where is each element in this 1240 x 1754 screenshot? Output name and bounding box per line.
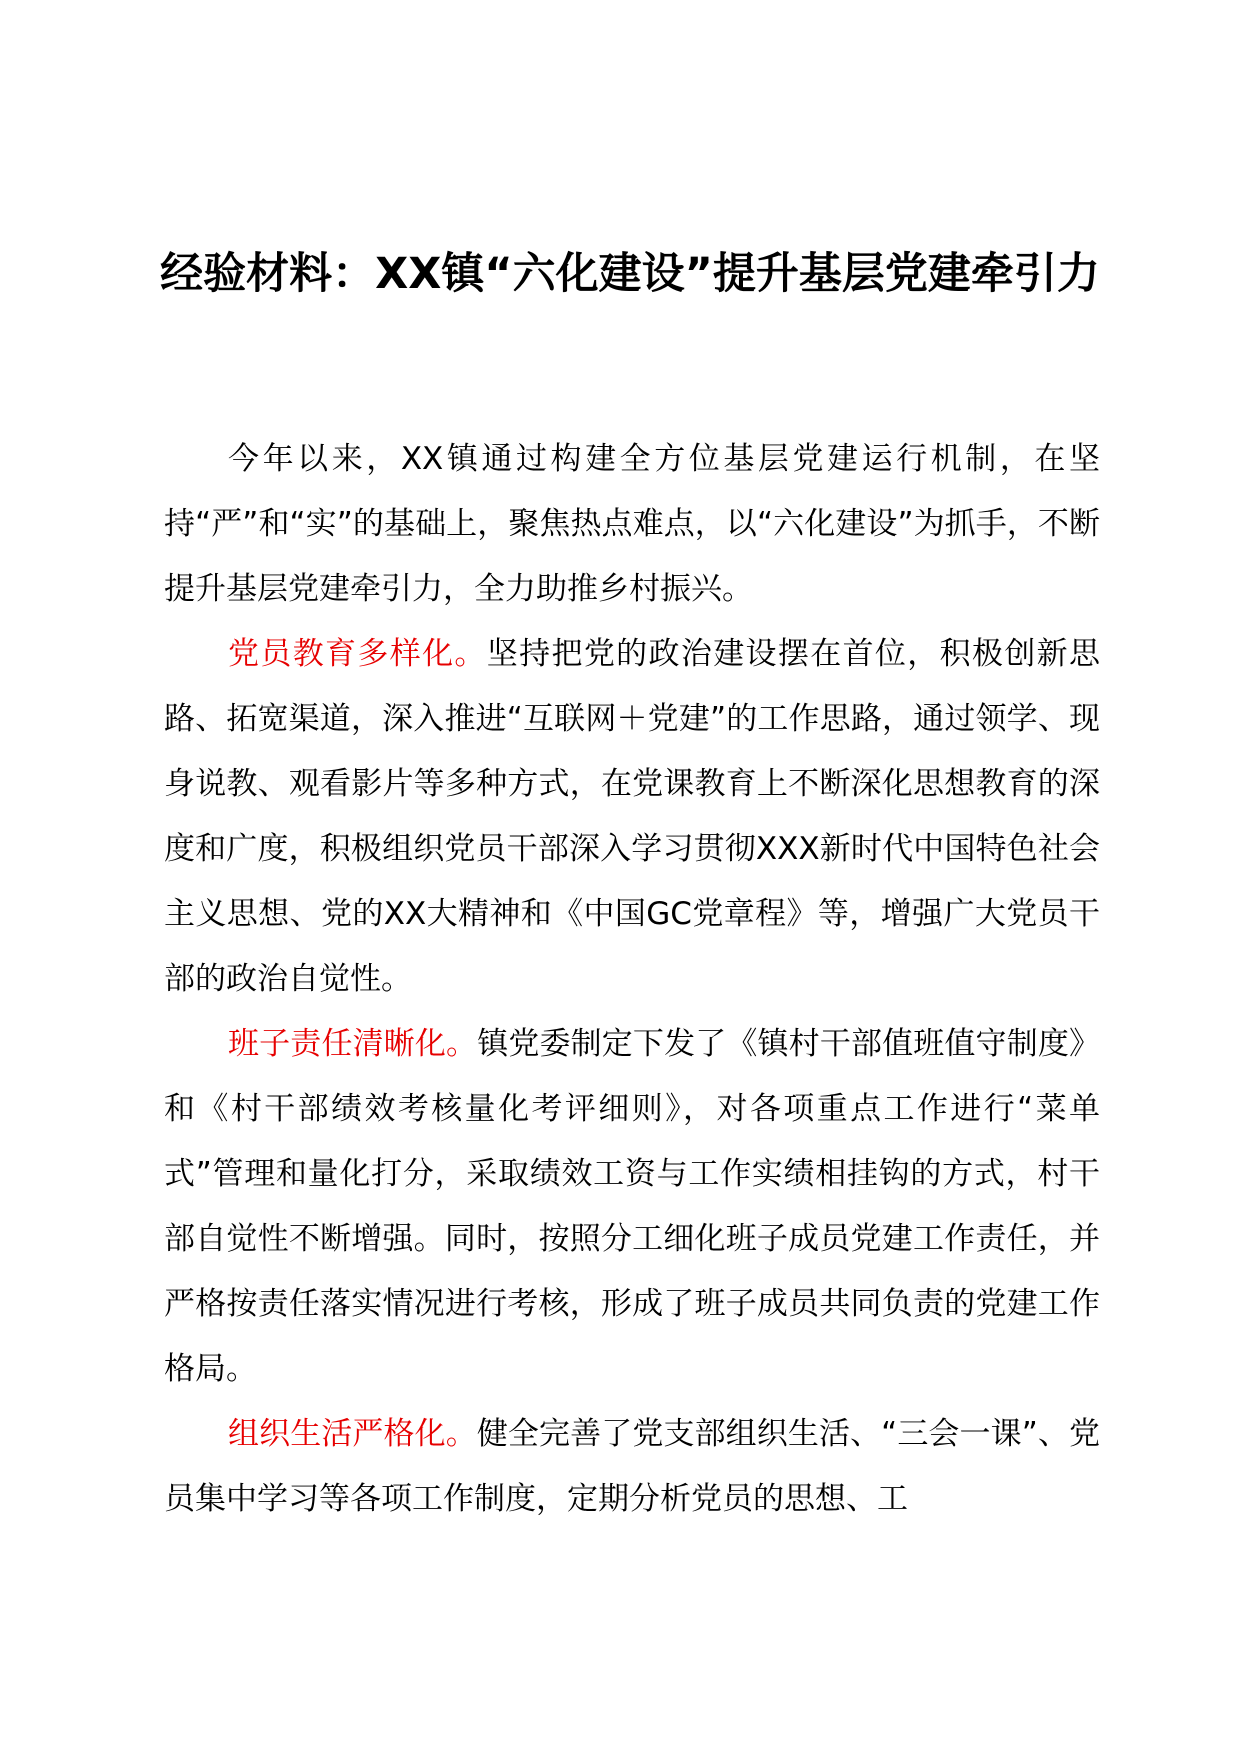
paragraph-team-responsibility [164,1012,1100,1402]
paragraph-heading: 班子责任清晰化。 [228,1026,478,1062]
paragraph-organizational-life [164,1402,1100,1532]
paragraph-heading: 组织生活严格化。 [228,1416,477,1452]
paragraph-text: 今年以来，XX镇通过构建全方位基层党建运行机制，在坚持“严”和“实”的基础上，聚焦热点难点，以“六化建设”为抓手，不断提升基层党建牵引力，全力助推乡村振兴。 [164,441,1100,607]
paragraph-party-member-education [164,622,1100,1012]
document-title: 经验材料：XX镇“六化建设”提升基层党建牵引力 [160,249,1100,299]
paragraph-intro [164,427,1100,622]
paragraph-heading: 党员教育多样化。 [228,636,487,672]
paragraph-text: 坚持把党的政治建设摆在首位，积极创新思路、拓宽渠道，深入推进“互联网＋党建”的工作思路，通过领学、现身说教、观看影片等多种方式，在党课教育上不断深化思想教育的深度和广度，积极组织党员干部深入学习贯彻XXX新时代中国特色社会主义思想、党的XX大精神和《中国GC党章程》等，增强广大党员干部的政治自觉性。 [164,636,1101,997]
paragraph-text: 镇党委制定下发了《镇村干部值班值守制度》和《村干部绩效考核量化考评细则》，对各项重点工作进行“菜单式”管理和量化打分，采取绩效工资与工作实绩相挂钩的方式，村干部自觉性不断增强。同时，按照分工细化班子成员党建工作责任，并严格按责任落实情况进行考核，形成了班子成员共同负责的党建工作格局。 [164,1026,1101,1387]
document-body [164,427,1100,1532]
paragraph-text: 健全完善了党支部组织生活、“三会一课”、党员集中学习等各项工作制度，定期分析党员的思想、工 [164,1416,1100,1517]
